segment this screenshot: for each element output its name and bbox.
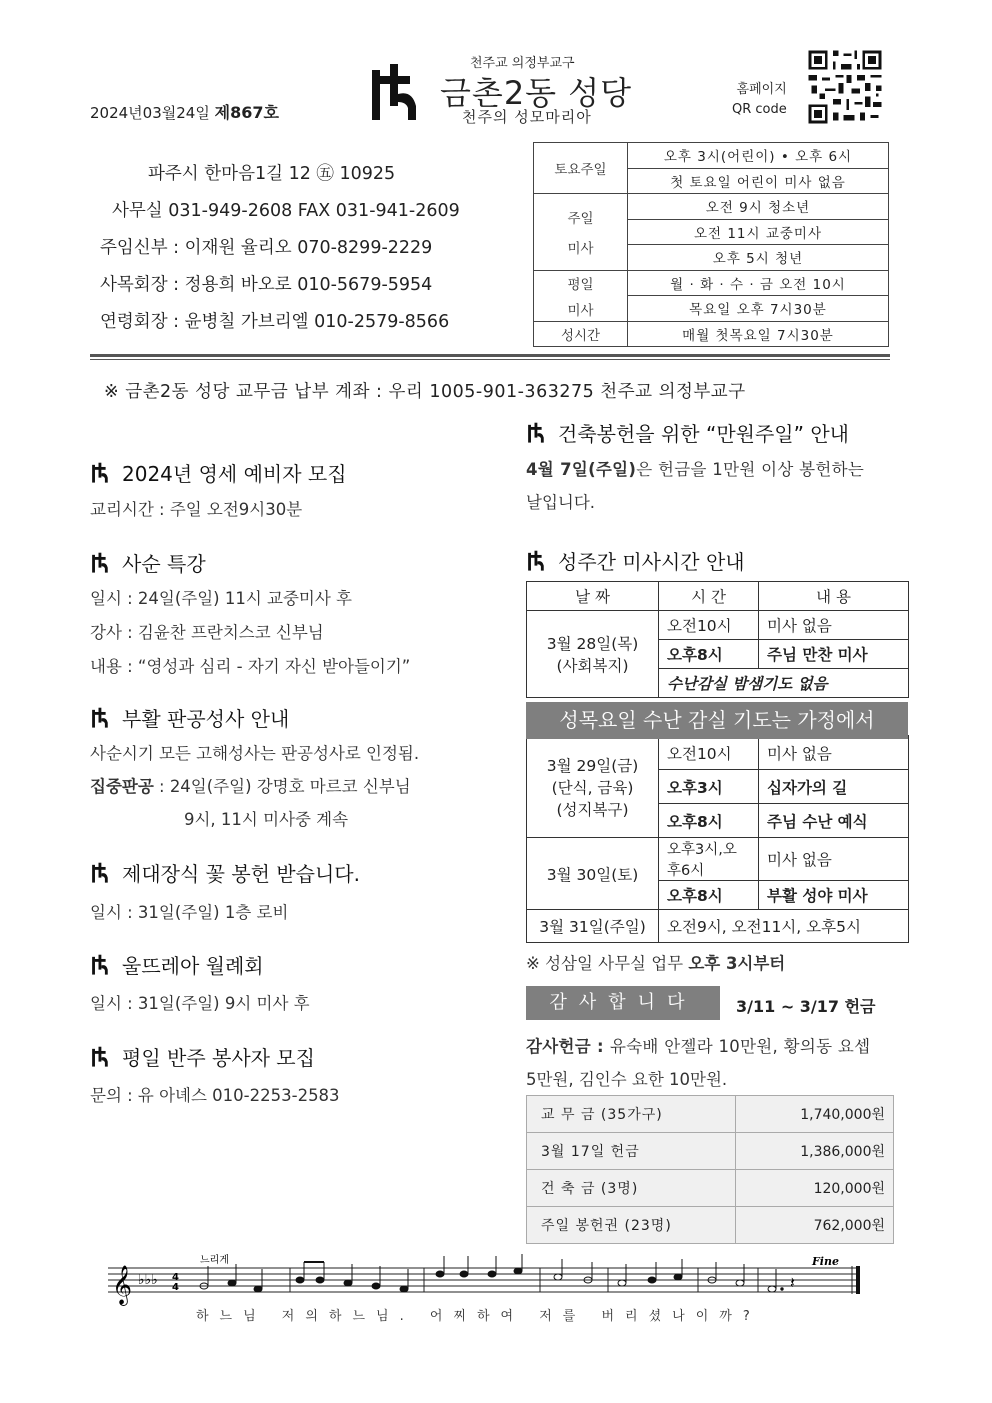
content-cell: 미사 없음 (759, 736, 909, 770)
time-cell: 오전10시 (659, 611, 759, 640)
cross-icon (90, 1046, 112, 1068)
issue-number: 제867호 (214, 103, 279, 122)
section-text: 날입니다. (526, 493, 596, 512)
issue-info (90, 100, 279, 123)
thanks-banner: 감사합니다 (526, 986, 720, 1020)
cross-icon (90, 954, 112, 976)
section-text: 9시, 11시 미사중 계속 (184, 810, 349, 829)
table-header: 내 용 (759, 582, 909, 611)
table-row: 건 축 금 (3명) 120,000원 (527, 1170, 894, 1207)
svg-text:4: 4 (172, 1272, 179, 1283)
section-heading: 평일 반주 봉사자 모집 (90, 1042, 315, 1071)
mass-time: 오후 5시 청년 (628, 245, 889, 271)
cross-icon (90, 862, 112, 884)
time-cell: 오후8시 (659, 881, 759, 910)
table-row: 교 무 금 (35가구) 1,740,000원 (527, 1096, 894, 1133)
mass-label-weekday: 평일 미사 (534, 270, 628, 321)
treble-clef-icon: 𝄞 (112, 1265, 133, 1305)
section-heading: 제대장식 꽃 봉헌 받습니다. (90, 858, 360, 887)
church-name: 금촌2동 성당 (440, 74, 633, 112)
thanks-text: 감사헌금 : 유숙배 안젤라 10만원, 황의동 요셉 (526, 1037, 871, 1056)
content-cell: 주님 만찬 미사 (759, 640, 909, 669)
time-cell: 오전10시 (659, 736, 759, 770)
mass-time: 첫 토요일 어린이 미사 없음 (628, 168, 889, 194)
mass-time: 월 · 화 · 수 · 금 오전 10시 (628, 270, 889, 296)
section-heading: 성주간 미사시간 안내 (526, 546, 745, 575)
content-cell: 십자가의 길 (759, 770, 909, 804)
time-cell: 오후8시 (659, 804, 759, 838)
svg-text:♭♭♭: ♭♭♭ (138, 1272, 158, 1288)
info-office: 사무실 031-949-2608 FAX 031-941-2609 (112, 201, 460, 221)
thanks-text: 5만원, 김인수 요한 10만원. (526, 1070, 728, 1089)
mass-time: 목요일 오후 7시30분 (628, 296, 889, 322)
svg-text:4: 4 (172, 1282, 179, 1293)
parish-logo-icon (366, 62, 428, 124)
section-heading: 부활 판공성사 안내 (90, 703, 289, 732)
diocese: 천주교 의정부교구 (470, 56, 575, 71)
info-address: 파주시 한마음1길 12 ㊄ 10925 (148, 164, 396, 184)
date-cell: 3월 28일(목) (사회복지) (527, 611, 659, 698)
patron: 천주의 성모마리아 (462, 108, 592, 126)
info-funeral-president: 연령회장 : 윤병칠 가브리엘 010-2579-8566 (100, 312, 450, 332)
cross-icon (90, 552, 112, 574)
time-cell: 오후8시 (659, 640, 759, 669)
thanks-period: 3/11 ~ 3/17 헌금 (736, 997, 876, 1016)
time-cell: 오전9시, 오전11시, 오후5시 (659, 910, 909, 943)
date-cell: 3월 30일(토) (527, 838, 659, 910)
section-text: 일시 : 31일(주일) 9시 미사 후 (90, 994, 310, 1013)
section-heading: 건축봉헌을 위한 “만원주일” 안내 (526, 418, 849, 447)
date-cell: 3월 29일(금) (단식, 금육) (성지복구) (527, 736, 659, 838)
mass-time: 매월 첫목요일 7시30분 (628, 321, 889, 347)
content-cell: 주님 수난 예식 (759, 804, 909, 838)
table-row: 3월 17일 헌금 1,386,000원 (527, 1133, 894, 1170)
mass-time: 오전 9시 청소년 (628, 194, 889, 220)
time-cell: 오후3시 (659, 770, 759, 804)
section-text: 일시 : 24일(주일) 11시 교중미사 후 (90, 589, 352, 608)
section-text: 교리시간 : 주일 오전9시30분 (90, 500, 303, 519)
divider (90, 359, 890, 360)
issue-date: 2024년03월24일 (90, 104, 210, 122)
mass-time: 오후 3시(어린이) • 오후 6시 (628, 143, 889, 169)
section-text: 문의 : 유 아녜스 010-2253-2583 (90, 1086, 340, 1105)
table-row: 주일 봉헌권 (23명) 762,000원 (527, 1207, 894, 1244)
lyrics: 하느님 저의하느님. 어찌하여 저를 버리셨나이까? (196, 1309, 761, 1324)
cross-icon (90, 462, 112, 484)
info-pastor: 주임신부 : 이재원 율리오 070-8299-2229 (100, 238, 433, 258)
divider (90, 354, 890, 357)
cross-icon (90, 707, 112, 729)
triduum-note: ※ 성삼일 사무실 업무 오후 3시부터 (526, 954, 786, 973)
mass-label-saturday: 토요주일 (534, 143, 628, 194)
section-heading: 2024년 영세 예비자 모집 (90, 458, 347, 487)
holy-week-table (526, 581, 909, 943)
section-text: 내용 : “영성과 심리 - 자기 자신 받아들이기” (90, 657, 411, 676)
mass-schedule-table (533, 142, 889, 347)
home-prayer-banner: 성목요일 수난 감실 기도는 가정에서 (526, 702, 908, 739)
section-text: 집중판공 : 24일(주일) 강명호 마르코 신부님 (90, 777, 411, 796)
fine-marking: Fine (812, 1255, 839, 1268)
date-cell: 3월 31일(주일) (527, 910, 659, 943)
cross-icon (526, 422, 548, 444)
note-cell: 수난감실 밤샘기도 없음 (659, 669, 909, 698)
info-council-president: 사목회장 : 정용희 바오로 010-5679-5954 (100, 275, 433, 295)
content-cell: 미사 없음 (759, 611, 909, 640)
section-text: 4월 7일(주일)은 헌금을 1만원 이상 봉헌하는 (526, 460, 865, 479)
content-cell: 부활 성야 미사 (759, 881, 909, 910)
mass-time: 오전 11시 교중미사 (628, 219, 889, 245)
account-notice: ※ 금촌2동 성당 교무금 납부 계좌 : 우리 1005-901-363275 천주교 의정부교구 (104, 382, 746, 402)
section-text: 사순시기 모든 고해성사는 판공성사로 인정됨. (90, 744, 420, 763)
content-cell: 미사 없음 (759, 838, 909, 881)
table-header: 날 짜 (527, 582, 659, 611)
offering-table (526, 1095, 894, 1244)
mass-label-holy-hour: 성시간 (534, 321, 628, 347)
rest-icon: 𝄽 (790, 1273, 795, 1292)
homepage-label: 홈페이지 QR code (732, 82, 787, 117)
section-heading: 울뜨레아 월례회 (90, 950, 264, 979)
section-heading: 사순 특강 (90, 548, 206, 577)
mass-label-sunday: 주일 미사 (534, 194, 628, 271)
section-text: 강사 : 김윤찬 프란치스코 신부님 (90, 623, 324, 642)
tempo-marking: 느리게 (200, 1255, 229, 1266)
cross-icon (526, 550, 548, 572)
qr-code[interactable] (806, 48, 884, 126)
table-header: 시 간 (659, 582, 759, 611)
time-cell: 오후3시,오후6시 (659, 838, 759, 881)
section-text: 일시 : 31일(주일) 1층 로비 (90, 903, 289, 922)
